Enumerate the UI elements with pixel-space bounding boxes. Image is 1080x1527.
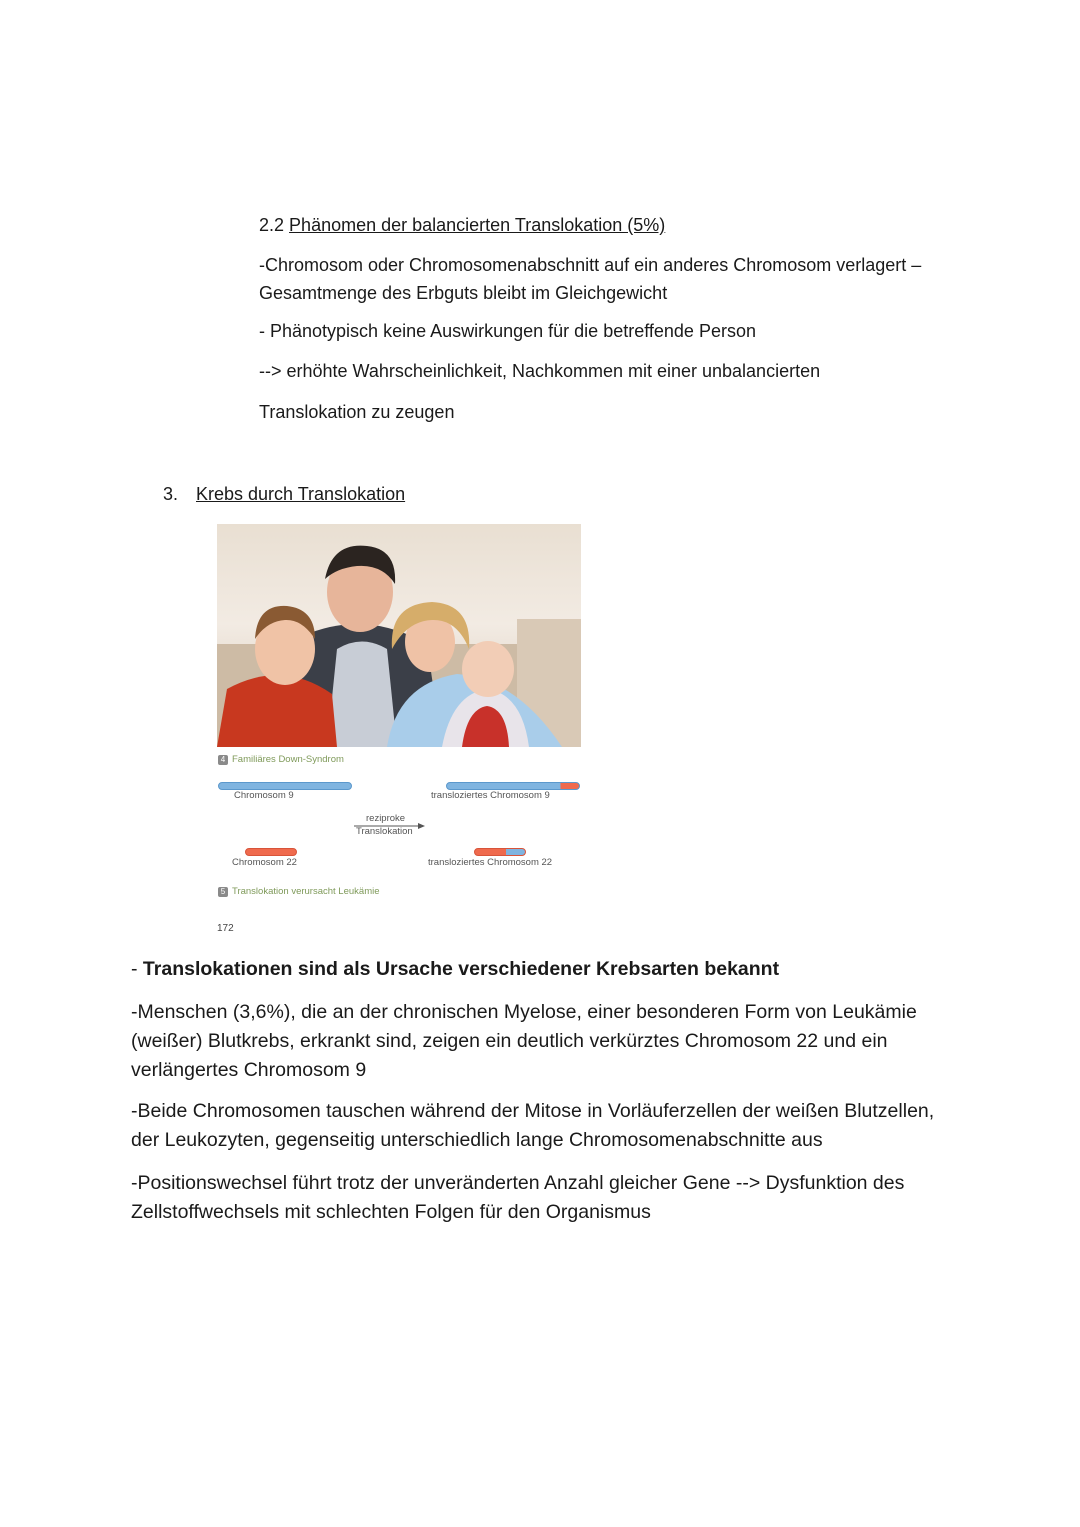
section-3-title: Krebs durch Translokation: [196, 484, 406, 504]
paragraph: -Menschen (3,6%), die an der chronischen Myelose, einer besonderen Form von Leukämie (weißer) Blutkrebs, erkrankt sind, zeigen ein deutlich verkürztes Chromosom 22 und ein verlängertes Chromosom 9: [131, 1001, 917, 1081]
paragraph: -Beide Chromosomen tauschen während der Mitose in Vorläuferzellen der weißen Blutzellen, der Leukozyten, gegenseitig unterschiedlich lange Chromosomenabschnitte aus: [131, 1100, 935, 1151]
translocated-chromosome-22-bar: [474, 848, 526, 856]
caption-number: 5: [218, 887, 228, 897]
translocated-chromosome-9-bar: [446, 782, 580, 790]
figure-caption-4: [218, 754, 344, 765]
paragraph: Translokation zu zeugen: [259, 402, 455, 422]
chromosome-9-bar: [218, 782, 352, 790]
bold-statement-text: Translokationen sind als Ursache verschiedener Krebsarten bekannt: [142, 958, 780, 980]
chromosome-22-bar: [245, 848, 297, 856]
section-number: 2.2: [259, 215, 285, 235]
page-number: 172: [217, 923, 234, 934]
paragraph: --> erhöhte Wahrscheinlichkeit, Nachkommen mit einer unbalancierten: [259, 361, 821, 381]
section-3-number: 3.: [163, 484, 179, 504]
chromosome-9-label: Chromosom 9: [234, 790, 294, 801]
figure-caption-5: [218, 886, 380, 897]
paragraph: -Chromosom oder Chromosomenabschnitt auf ein anderes Chromosom verlagert – Gesamtmenge des Erbguts bleibt im Gleichgewicht: [259, 255, 922, 303]
translocated-chromosome-9-label: transloziertes Chromosom 9: [431, 790, 550, 801]
paragraph: - Phänotypisch keine Auswirkungen für die betreffende Person: [259, 321, 756, 341]
bold-statement: [131, 955, 779, 984]
section-2-2-heading: [259, 211, 665, 239]
arrow-label-bottom: Translokation: [356, 826, 413, 837]
bold-statement-prefix: -: [131, 958, 143, 980]
family-illustration: [217, 524, 581, 747]
caption-text: Translokation verursacht Leukämie: [232, 886, 380, 897]
arrow-label-top: reziproke: [366, 813, 406, 824]
family-photo: [217, 524, 581, 747]
caption-number: 4: [218, 755, 228, 765]
chromosome-22-label: Chromosom 22: [232, 857, 297, 868]
section-title: Phänomen der balancierten Translokation (5%): [289, 215, 666, 235]
translocated-chromosome-22-label: transloziertes Chromosom 22: [428, 857, 553, 868]
paragraph: -Positionswechsel führt trotz der unveränderten Anzahl gleicher Gene --> Dysfunktion des Zellstoffwechsels mit schlechten Folgen für den Organismus: [131, 1172, 905, 1223]
caption-text: Familiäres Down-Syndrom: [232, 754, 344, 765]
